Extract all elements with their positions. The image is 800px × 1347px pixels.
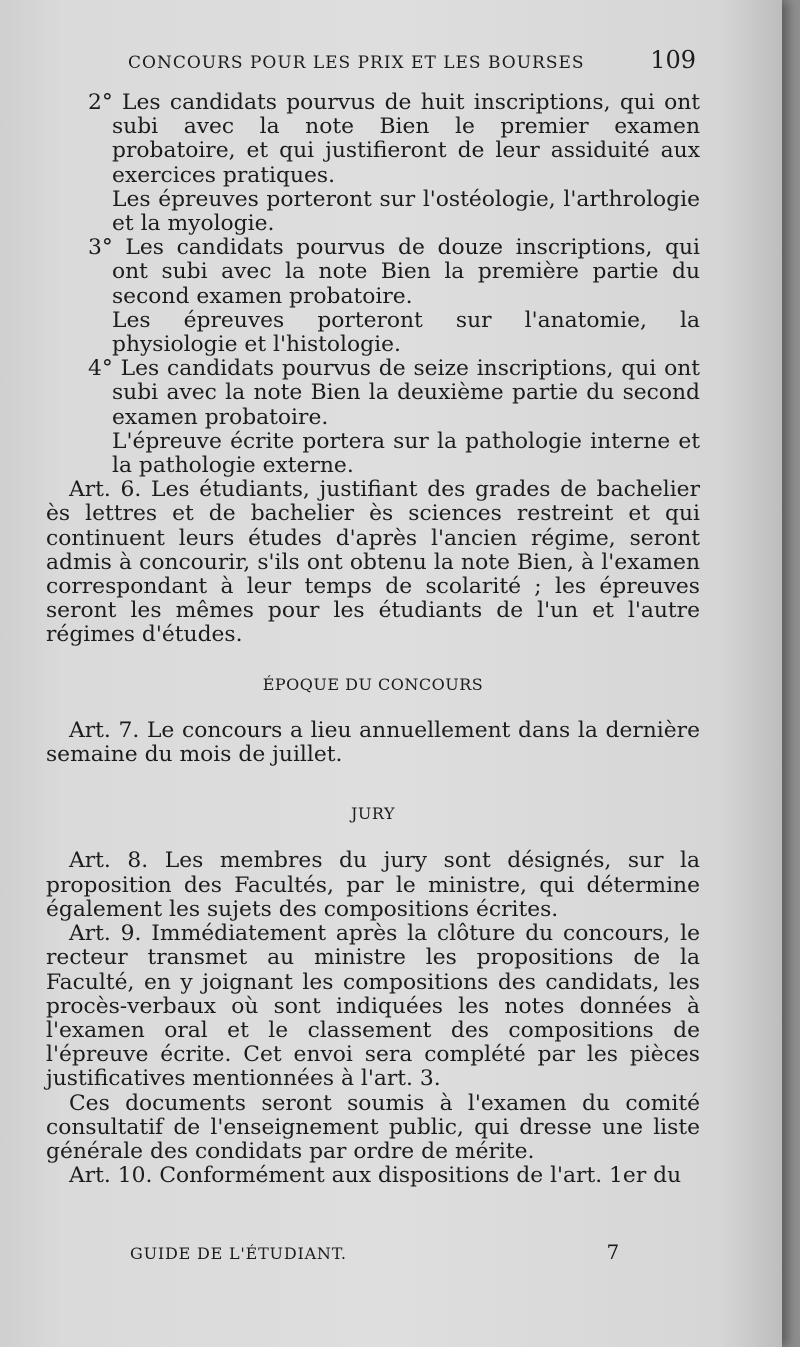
item-4-paragraph: 4° Les candidats pourvus de seize inscriptions, qui ont subi avec la note Bien la deuxième partie du second examen probatoire. bbox=[88, 356, 700, 430]
item-2-subparagraph: Les épreuves porteront sur l'ostéologie, l'arthrologie et la myologie. bbox=[112, 186, 700, 237]
item-4-subparagraph: L'épreuve écrite portera sur la pathologie interne et la pathologie externe. bbox=[112, 428, 700, 479]
item-3-subparagraph: Les épreuves porteront sur l'anatomie, la physiologie et l'histologie. bbox=[112, 307, 700, 358]
page-footer bbox=[130, 1240, 620, 1264]
article-7-paragraph: Art. 7. Le concours a lieu annuellement dans la dernière semaine du mois de juillet. bbox=[46, 717, 700, 768]
article-9-continuation: Ces documents seront soumis à l'examen du comité consultatif de l'enseignement public, qui dresse une liste générale des condidats par ordre de mérite. bbox=[46, 1090, 700, 1164]
footer-book-title: GUIDE DE L'ÉTUDIANT. bbox=[130, 1244, 347, 1263]
item-3-paragraph: 3° Les candidats pourvus de douze inscriptions, qui ont subi avec la note Bien la première partie du second examen probatoire. bbox=[88, 235, 700, 309]
item-2-paragraph: 2° Les candidats pourvus de huit inscriptions, qui ont subi avec la note Bien le premier examen probatoire, et qui justifieront de leur assiduité aux exercices pratiques. bbox=[88, 90, 700, 188]
section-heading-epoque: ÉPOQUE DU CONCOURS bbox=[262, 674, 484, 694]
article-10-paragraph: Art. 10. Conformément aux dispositions de l'art. 1er du bbox=[69, 1163, 682, 1189]
page-body bbox=[46, 91, 700, 1188]
article-6-paragraph: Art. 6. Les étudiants, justifiant des grades de bachelier ès lettres et de bachelier ès sciences restreint et qui continuent leurs études d'après l'ancien régime, seront admis à concourir, s'ils ont obtenu la note Bien, à l'examen correspondant à leur temps de scolarité ; les épreuves seront les mêmes pour les étudiants de l'un et l'autre régimes d'études. bbox=[46, 477, 700, 648]
running-header bbox=[128, 46, 696, 74]
article-9-paragraph: Art. 9. Immédiatement après la clôture du concours, le recteur transmet au ministre les propositions de la Faculté, en y joignant les compositions des candidats, les procès-verbaux où sont indiquées les notes données à l'examen oral et le classement des compositions de l'épreuve écrite. Cet envoi sera complété par les pièces justificatives mentionnées à l'art. 3. bbox=[46, 921, 700, 1092]
section-heading-jury: JURY bbox=[350, 804, 395, 824]
article-8-paragraph: Art. 8. Les membres du jury sont désignés, sur la proposition des Facultés, par le ministre, qui détermine également les sujets des compositions écrites. bbox=[46, 848, 700, 922]
page-number: 109 bbox=[650, 46, 696, 74]
running-title: CONCOURS POUR LES PRIX ET LES BOURSES bbox=[128, 53, 585, 73]
signature-mark: 7 bbox=[606, 1240, 620, 1264]
